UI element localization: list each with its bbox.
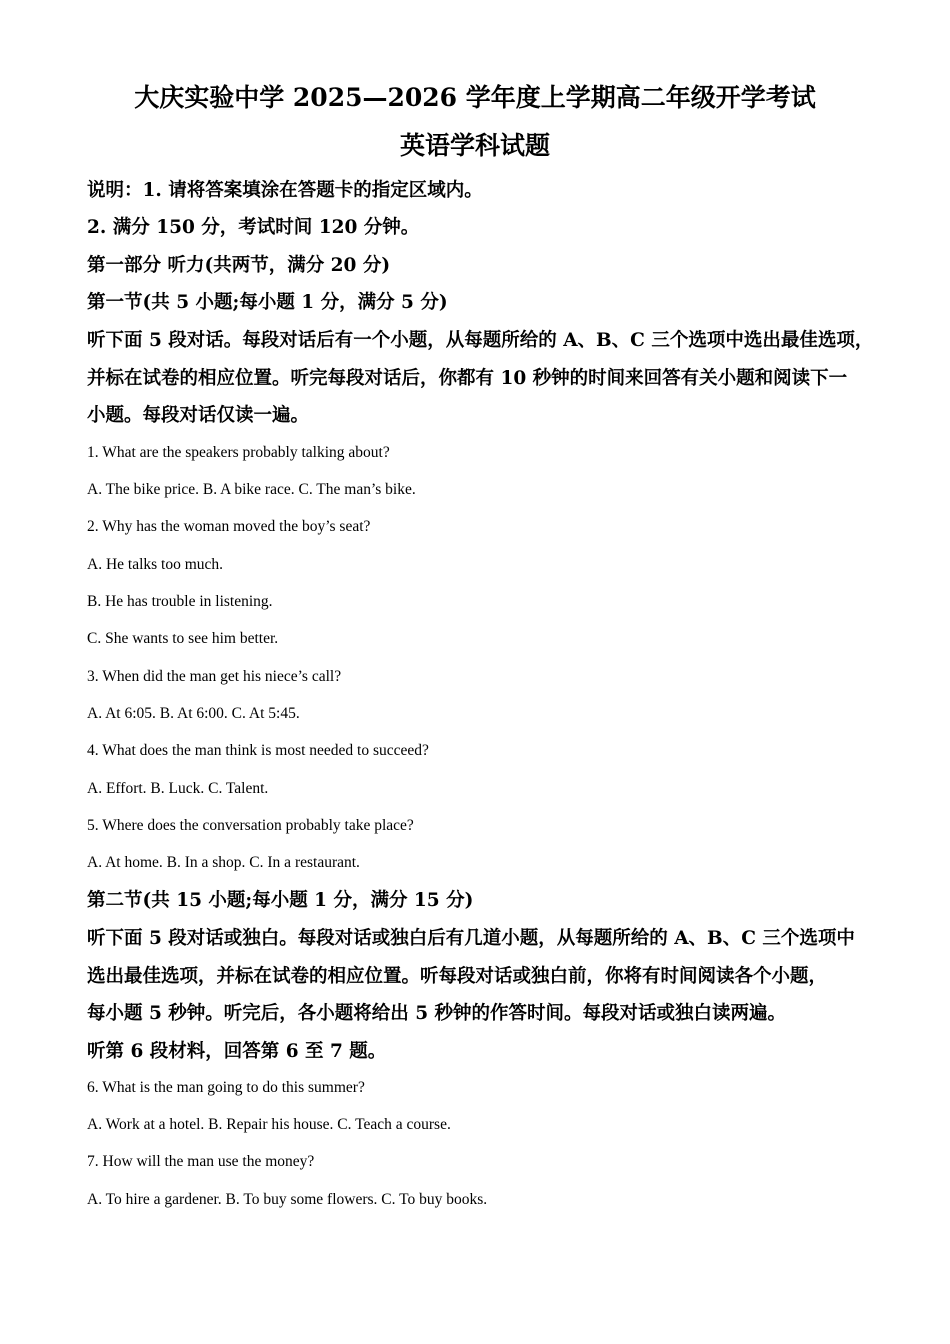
section-one-directions-line: 听下面 5 段对话。每段对话后有一个小题，从每题所给的 A、B、C 三个选项中选出最佳选项， xyxy=(87,330,874,351)
question-1-options: A. The bike price. B. A bike race. C. The man’s bike. xyxy=(87,481,416,498)
question-3-options: A. At 6:05. B. At 6:00. C. At 5:45. xyxy=(87,705,300,722)
section-two-directions-line: 听下面 5 段对话或独白。每段对话或独白后有几道小题，从每题所给的 A、B、C 三个选项中 xyxy=(87,928,855,949)
question-6-options: A. Work at a hotel. B. Repair his house. C. Teach a course. xyxy=(87,1116,451,1133)
question-2-option-b: B. He has trouble in listening. xyxy=(87,593,273,610)
exam-subtitle: 英语学科试题 xyxy=(399,131,550,160)
section-one-heading: 第一节(共 5 小题;每小题 1 分，满分 5 分) xyxy=(87,292,448,313)
section-two-heading: 第二节(共 15 小题;每小题 1 分，满分 15 分) xyxy=(87,890,474,911)
question-4: 4. What does the man think is most needed to succeed? xyxy=(87,742,429,759)
question-4-options: A. Effort. B. Luck. C. Talent. xyxy=(87,780,269,797)
question-2: 2. Why has the woman moved the boy’s seat? xyxy=(87,518,371,535)
instruction-note-1: 说明：1. 请将答案填涂在答题卡的指定区域内。 xyxy=(87,180,483,201)
question-5: 5. Where does the conversation probably take place? xyxy=(87,817,414,834)
question-1: 1. What are the speakers probably talking about? xyxy=(87,444,390,461)
question-3: 3. When did the man get his niece’s call? xyxy=(87,668,342,685)
question-5-options: A. At home. B. In a shop. C. In a restaurant. xyxy=(87,854,360,871)
question-6: 6. What is the man going to do this summer? xyxy=(87,1079,365,1096)
section-one-directions-line: 小题。每段对话仅读一遍。 xyxy=(87,405,310,426)
material-6-heading: 听第 6 段材料，回答第 6 至 7 题。 xyxy=(87,1041,387,1062)
exam-title: 大庆实验中学 2025—2026 学年度上学期高二年级开学考试 xyxy=(134,83,816,112)
question-2-option-a: A. He talks too much. xyxy=(87,556,224,573)
section-two-directions-line: 每小题 5 秒钟。听完后，各小题将给出 5 秒钟的作答时间。每段对话或独白读两遍。 xyxy=(87,1003,787,1024)
question-7: 7. How will the man use the money? xyxy=(87,1153,315,1170)
section-two-directions-line: 选出最佳选项，并标在试卷的相应位置。听每段对话或独白前，你将有时间阅读各个小题， xyxy=(87,966,828,987)
question-2-option-c: C. She wants to see him better. xyxy=(87,630,279,647)
part-one-heading: 第一部分 听力(共两节，满分 20 分) xyxy=(87,255,391,276)
instruction-note-2: 2. 满分 150 分，考试时间 120 分钟。 xyxy=(87,217,420,238)
question-7-options: A. To hire a gardener. B. To buy some flowers. C. To buy books. xyxy=(87,1191,488,1208)
section-one-directions-line: 并标在试卷的相应位置。听完每段对话后，你都有 10 秒钟的时间来回答有关小题和阅读下一 xyxy=(87,368,848,389)
